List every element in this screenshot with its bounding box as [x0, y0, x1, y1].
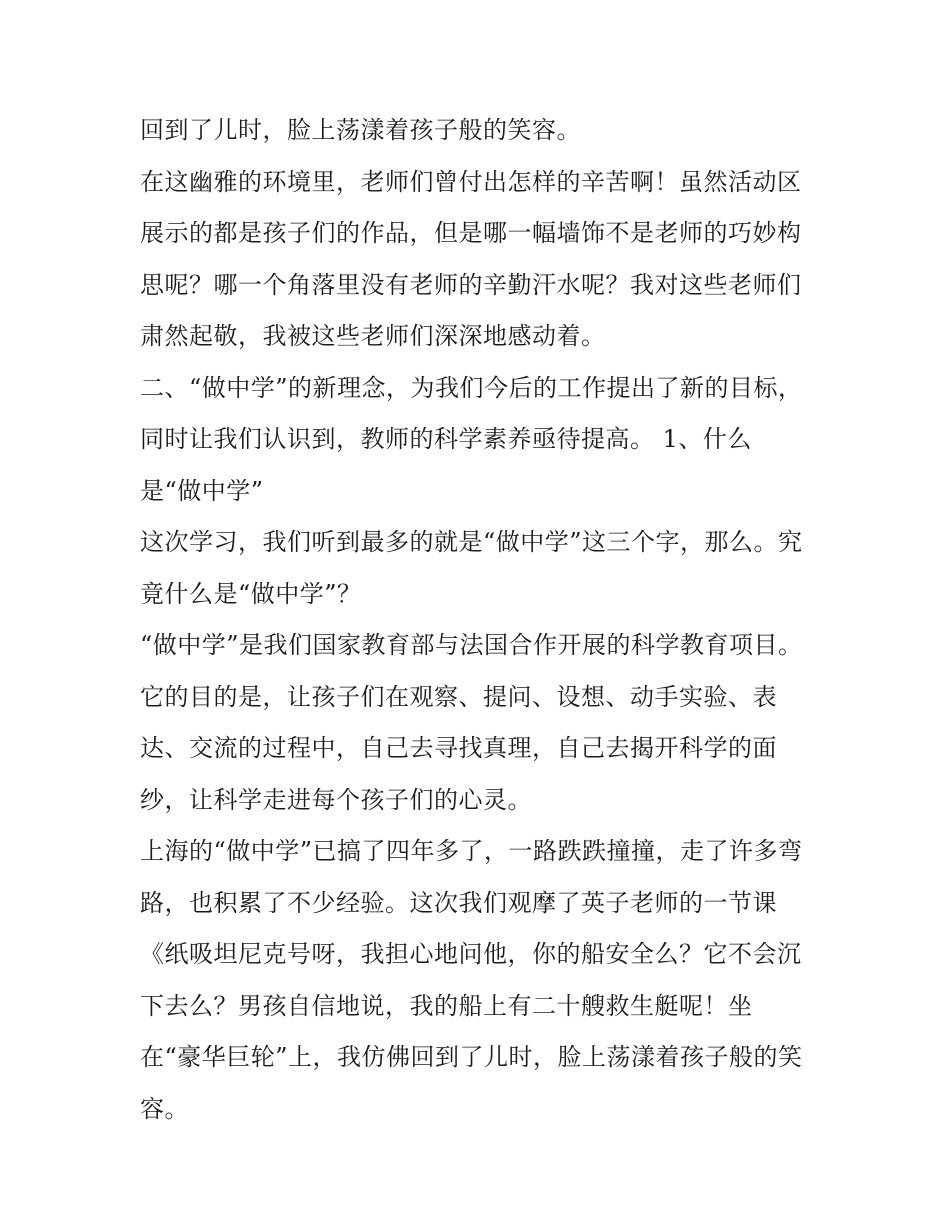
text-line: 这次学习，我们听到最多的就是“做中学”这三个字，那么。究 — [140, 528, 803, 556]
text-line: 肃然起敬，我被这些老师们深深地感动着。 — [140, 322, 606, 350]
text-line: 它的目的是，让孩子们在观察、提问、设想、动手实验、表 — [140, 682, 777, 711]
text-line: 《纸吸坦尼克号呀，我担心地问他，你的船安全么？它不会沉 — [140, 940, 802, 968]
text-line: 同时让我们认识到，教师的科学素养亟待提高。 1、什么 — [140, 425, 752, 453]
section-heading-line: 二、“做中学”的新理念，为我们今后的工作提出了新的目标， — [140, 373, 803, 402]
subheading-line: 是“做中学” — [140, 476, 264, 505]
body-text — [140, 110, 820, 1140]
text-line: 下去么？男孩自信地说，我的船上有二十艘救生艇呢！坐 — [140, 991, 753, 1020]
text-line: 在这幽雅的环境里，老师们曾付出怎样的辛苦啊！虽然活动区 — [140, 167, 802, 196]
text-line: 思呢？哪一个角落里没有老师的辛勤汗水呢？我对这些老师们 — [140, 270, 802, 299]
text-line: 回到了儿时，脸上荡漾着孩子般的笑容。 — [140, 116, 581, 144]
text-line: 在“豪华巨轮”上，我仿佛回到了儿时，脸上荡漾着孩子般的笑 — [140, 1043, 803, 1071]
text-line: 上海的“做中学”已搞了四年多了，一路跌跌撞撞，走了许多弯 — [140, 837, 803, 865]
text-line: 展示的都是孩子们的作品，但是哪一幅墙饰不是老师的巧妙构 — [140, 219, 802, 247]
text-line: 纱，让科学走进每个孩子们的心灵。 — [140, 785, 532, 814]
text-line: 竟什么是“做中学”？ — [140, 579, 362, 608]
text-line: 容。 — [140, 1094, 189, 1123]
text-line: 达、交流的过程中，自己去寻找真理，自己去揭开科学的面 — [140, 734, 777, 762]
text-line: 路，也积累了不少经验。这次我们观摩了英子老师的一节课 — [140, 888, 777, 917]
text-line: “做中学”是我们国家教育部与法国合作开展的科学教育项目。 — [140, 631, 803, 659]
